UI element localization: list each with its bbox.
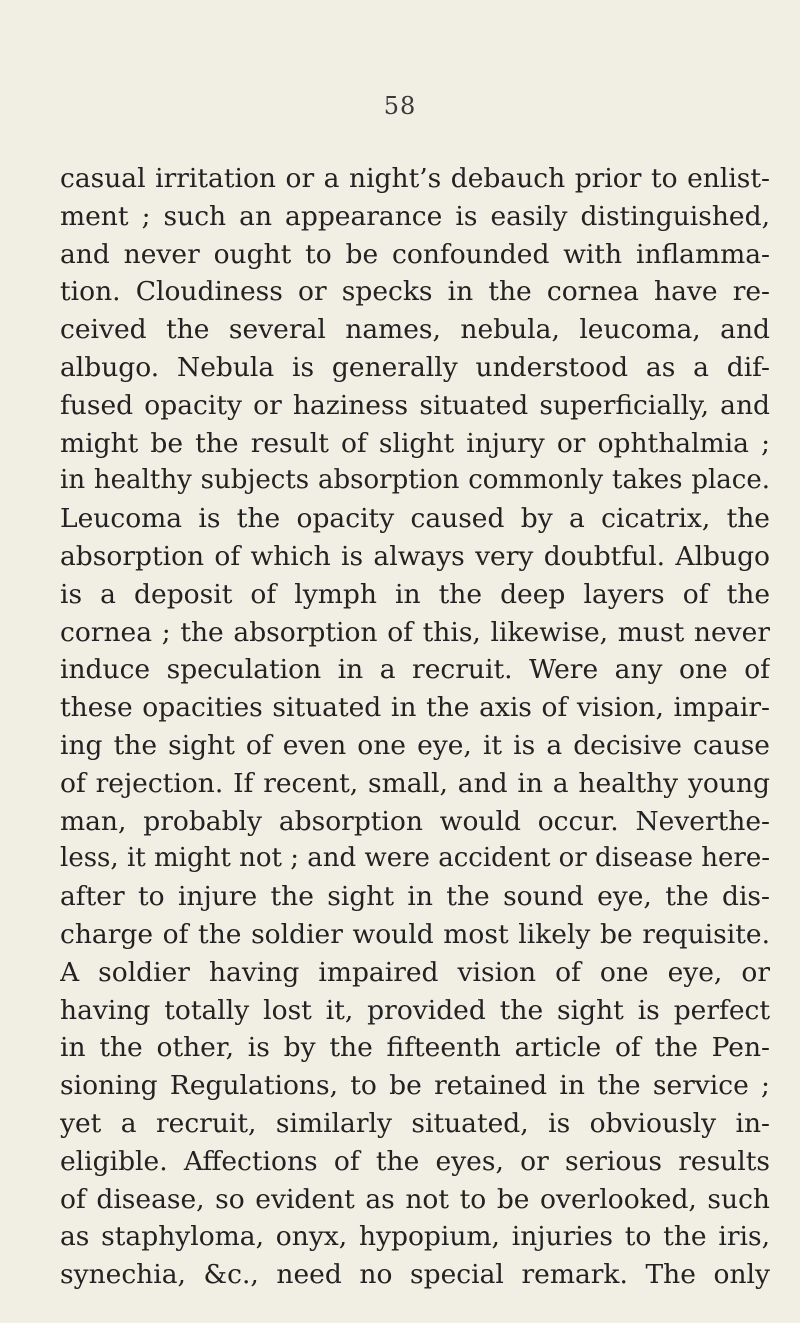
text-line: in healthy subjects absorption commonly takes place.	[60, 465, 770, 496]
text-line: is a deposit of lymph in the deep layers of the	[60, 578, 770, 610]
text-line: induce speculation in a recruit. Were any one of	[60, 654, 770, 686]
text-line: as staphyloma, onyx, hypopium, injuries to the iris,	[60, 1221, 770, 1253]
text-line: cornea ; the absorption of this, likewise, must never	[60, 616, 770, 648]
text-line: of rejection. If recent, small, and in a healthy young	[60, 767, 770, 799]
body-text	[60, 160, 770, 1294]
text-line: A soldier having impaired vision of one eye, or	[60, 956, 770, 988]
text-line: sioning Regulations, to be retained in the service ;	[60, 1070, 770, 1102]
page-number: 58	[383, 92, 417, 120]
text-line: these opacities situated in the axis of vision, impair-	[60, 692, 770, 724]
text-line: having totally lost it, provided the sight is perfect	[60, 994, 770, 1026]
text-line: absorption of which is always very doubtful. Albugo	[60, 540, 770, 572]
text-line: in the other, is by the fifteenth article of the Pen-	[60, 1032, 770, 1064]
text-line: after to injure the sight in the sound eye, the dis-	[60, 881, 770, 913]
text-line: ing the sight of even one eye, it is a decisive cause	[60, 729, 770, 761]
text-line: casual irritation or a night’s debauch prior to enlist-	[60, 163, 770, 194]
text-line: Leucoma is the opacity caused by a cicatrix, the	[60, 503, 770, 535]
text-line: tion. Cloudiness or specks in the cornea have re-	[60, 276, 770, 308]
text-line: eligible. Affections of the eyes, or serious results	[60, 1145, 770, 1177]
text-line: ment ; such an appearance is easily distinguished,	[60, 200, 770, 232]
text-line: less, it might not ; and were accident or disease here-	[60, 843, 770, 874]
text-line: of disease, so evident as not to be overlooked, such	[60, 1183, 770, 1215]
text-line: fused opacity or haziness situated superficially, and	[60, 389, 770, 421]
text-line: and never ought to be confounded with inflamma-	[60, 238, 770, 270]
text-line: man, probably absorption would occur. Neverthe-	[60, 805, 770, 837]
text-line: charge of the soldier would most likely be requisite.	[60, 918, 770, 950]
text-line: albugo. Nebula is generally understood as a dif-	[60, 351, 770, 383]
text-line: yet a recruit, similarly situated, is obviously in-	[60, 1107, 770, 1139]
text-line: ceived the several names, nebula, leucoma, and	[60, 314, 770, 346]
text-line: synechia, &c., need no special remark. The only	[60, 1259, 770, 1291]
text-line: might be the result of slight injury or ophthalmia ;	[60, 427, 770, 459]
